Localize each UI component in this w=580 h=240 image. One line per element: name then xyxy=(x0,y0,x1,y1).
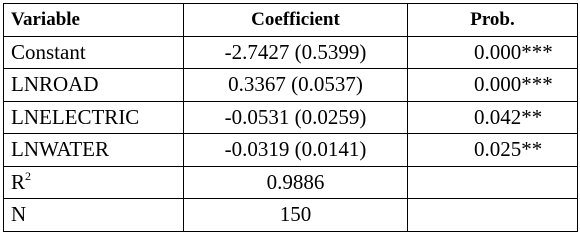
coefficient-cell: 0.3367 (0.0537) xyxy=(184,69,408,102)
prob-cell: 0.000*** xyxy=(408,69,578,102)
prob-cell: 0.000*** xyxy=(408,36,578,69)
variable-cell: LNELECTRIC xyxy=(4,101,184,134)
r-squared-prob-cell xyxy=(408,166,578,199)
prob-cell: 0.042** xyxy=(408,101,578,134)
header-variable: Variable xyxy=(4,4,184,37)
n-label: N xyxy=(4,199,184,232)
table-row-r-squared xyxy=(4,166,578,199)
r-squared-label-cell xyxy=(4,166,184,199)
header-prob: Prob. xyxy=(408,4,578,37)
coefficient-cell: -2.7427 (0.5399) xyxy=(184,36,408,69)
n-value: 150 xyxy=(184,199,408,232)
r-squared-label: R xyxy=(11,169,26,194)
coefficient-cell: -0.0531 (0.0259) xyxy=(184,101,408,134)
prob-cell: 0.025** xyxy=(408,134,578,167)
header-coefficient: Coefficient xyxy=(184,4,408,37)
variable-cell: LNWATER xyxy=(4,134,184,167)
n-prob-cell xyxy=(408,199,578,232)
coefficient-cell: -0.0319 (0.0141) xyxy=(184,134,408,167)
table-row-lnelectric xyxy=(4,101,578,134)
table-row-lnwater xyxy=(4,134,578,167)
r-squared-value: 0.9886 xyxy=(184,166,408,199)
r-squared-superscript: 2 xyxy=(25,168,32,183)
variable-cell: Constant xyxy=(4,36,184,69)
table-row-constant xyxy=(4,36,578,69)
table-row-n xyxy=(4,199,578,232)
regression-results-table xyxy=(3,3,578,232)
table-header-row xyxy=(4,4,578,37)
variable-cell: LNROAD xyxy=(4,69,184,102)
regression-results-table-container xyxy=(3,3,578,232)
table-row-lnroad xyxy=(4,69,578,102)
